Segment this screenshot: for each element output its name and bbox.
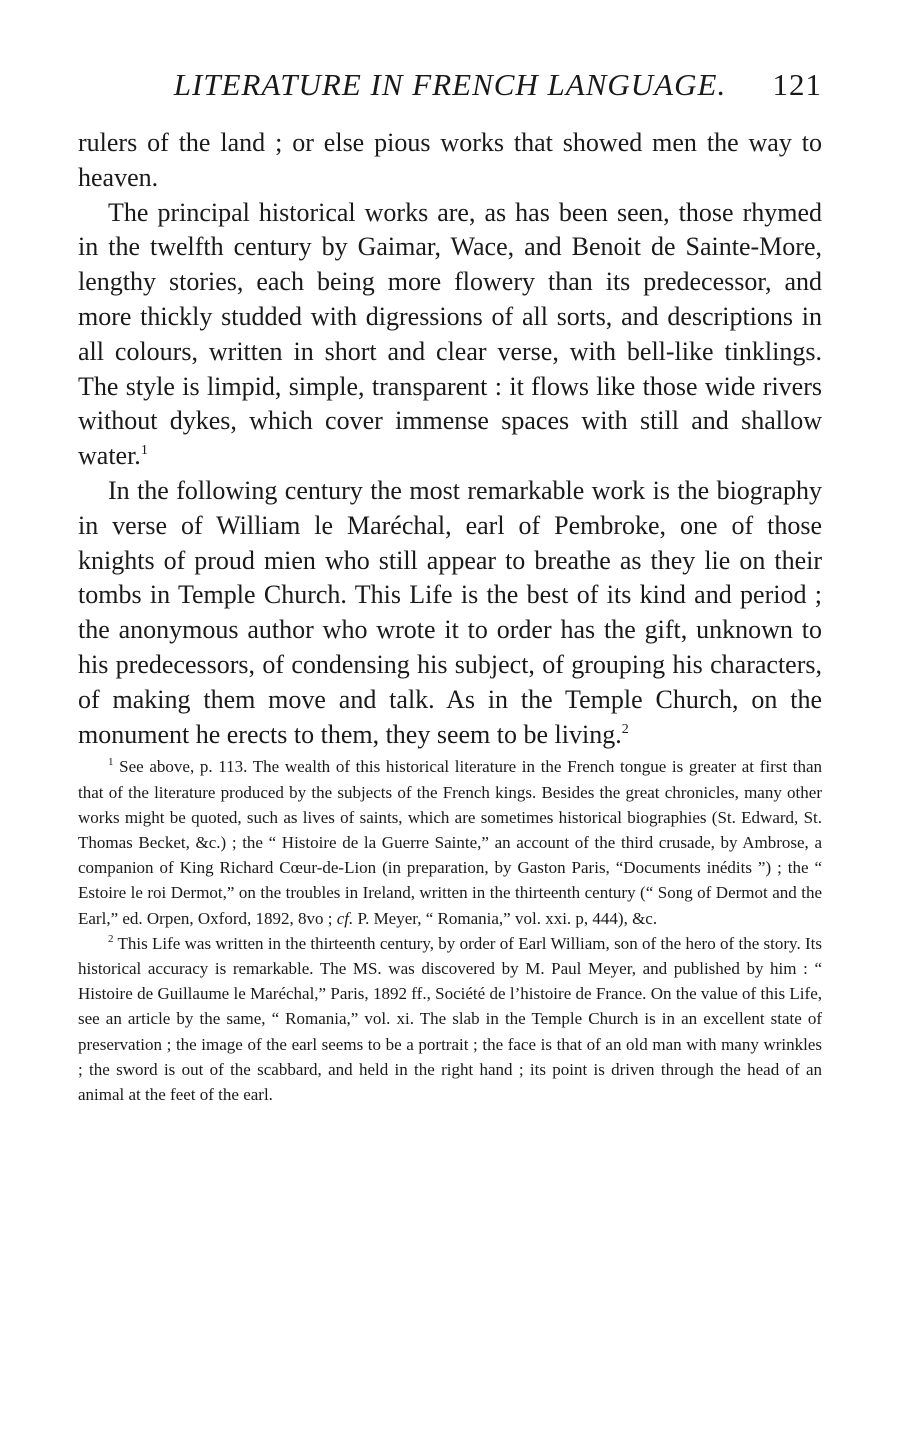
footnotes bbox=[78, 754, 822, 1107]
footnote-2-text: This Life was written in the thirteenth century, by order of Earl William, son of the hero of the story. Its historical accuracy is remarkable. The MS. was discovered by M. Paul Meyer, and published by him : “ Histoire de Guillaume le Maréchal,” Paris, 1892 ff., Société de l’histoire de France. On the value of this Life, see an article by the same, “ Romania,” vol. xi. The slab in the Temple Church is in an excellent state of preservation ; the image of the earl seems to be a portrait ; the face is that of an old man with many wrinkles ; the sword is out of the scabbard, and held in the right hand ; its point is driven through the head of an animal at the feet of the earl. bbox=[78, 933, 822, 1104]
footnote-2-mark: 2 bbox=[108, 932, 114, 945]
footnote-ref-1: 1 bbox=[140, 443, 148, 459]
page-number: 121 bbox=[772, 67, 822, 102]
footnote-1-text-b: P. Meyer, “ Romania,” vol. xxi. p, 444), &c. bbox=[357, 908, 658, 928]
footnote-1-mark: 1 bbox=[108, 756, 114, 769]
paragraph-3 bbox=[78, 474, 822, 752]
paragraph-2 bbox=[78, 196, 822, 474]
paragraph-1 bbox=[78, 126, 822, 196]
footnote-1-text-a: See above, p. 113. The wealth of this historical literature in the French tongue is greater at first than that of the literature produced by the subjects of the French kings. Besides the great chronicles, many other works might be quoted, such as lives of saints, which are sometimes historical biographies (St. Edward, St. Thomas Becket, &c.) ; the “ Histoire de la Guerre Sainte,” an account of the third crusade, by Ambrose, a companion of King Richard Cœur-de-Lion (in preparation, by Gaston Paris, “Documents inédits ”) ; the “ Estoire le roi Dermot,” on the troubles in Ireland, written in the thirteenth century (“ Song of Dermot and the Earl,” ed. Orpen, Oxford, 1892, 8vo ; bbox=[78, 757, 823, 928]
footnote-2 bbox=[78, 931, 822, 1107]
main-text bbox=[78, 126, 822, 752]
running-header bbox=[78, 62, 822, 108]
paragraph-3-text: In the following century the most remarkable work is the biography in verse of William le Maréchal, earl of Pembroke, one of those knights of proud mien who still appear to breathe as they lie on their tombs in Temple Church. This Life is the best of its kind and period ; the anonymous author who wrote it to order has the gift, unknown to his predecessors, of condensing his subject, of grouping his characters, of making them move and talk. As in the Temple Church, on the monument he erects to them, they seem to be living. bbox=[78, 475, 822, 749]
paragraph-1-text: rulers of the land ; or else pious works that showed men the way to heaven. bbox=[78, 128, 822, 192]
footnote-1 bbox=[78, 754, 822, 930]
paragraph-2-text: The principal historical works are, as has been seen, those rhymed in the twelfth century by Gaimar, Wace, and Benoit de Sainte-More, lengthy stories, each being more flowery than its predecessor, and more thickly studded with digressions of all sorts, and descriptions in all colours, written in short and clear verse, with bell-like tinklings. The style is limpid, simple, transparent : it flows like those wide rivers without dykes, which cover immense spaces with still and shallow water. bbox=[78, 197, 822, 471]
book-page bbox=[78, 62, 822, 1107]
footnote-ref-2: 2 bbox=[621, 721, 629, 737]
running-title: LITERATURE IN FRENCH LANGUAGE. bbox=[173, 67, 727, 102]
footnote-1-cf: cf. bbox=[336, 908, 354, 928]
